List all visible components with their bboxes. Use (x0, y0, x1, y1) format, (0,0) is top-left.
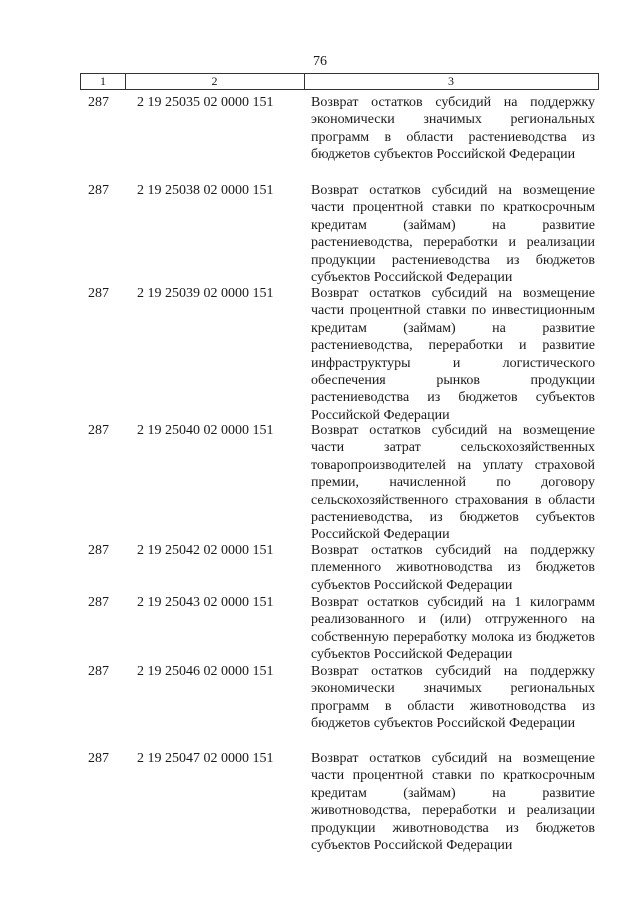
column-header-1: 1 (81, 74, 126, 89)
row-description: Возврат остатков субсидий на возмещение части затрат сельскохозяйственных товаропроизводителей на уплату страховой премии, начисленной по договору сельскохозяйственного страхования в области растениеводства, из бюджетов субъектов Российской Федерации (311, 423, 595, 543)
page-number: 76 (313, 54, 327, 69)
budget-code: 2 19 25038 02 0000 151 (137, 183, 274, 198)
budget-code: 2 19 25047 02 0000 151 (137, 751, 274, 766)
column-header-3: 3 (448, 74, 454, 88)
column-header-2: 2 (125, 74, 305, 89)
admin-code: 287 (88, 664, 109, 679)
admin-code: 287 (88, 595, 109, 610)
budget-code: 2 19 25040 02 0000 151 (137, 423, 274, 438)
admin-code: 287 (88, 95, 109, 110)
admin-code: 287 (88, 423, 109, 438)
budget-code: 2 19 25039 02 0000 151 (137, 286, 274, 301)
row-description: Возврат остатков субсидий на поддержку племенного животноводства из бюджетов субъектов Российской Федерации (311, 543, 595, 593)
budget-code: 2 19 25042 02 0000 151 (137, 543, 274, 558)
budget-code: 2 19 25035 02 0000 151 (137, 95, 274, 110)
row-description: Возврат остатков субсидий на возмещение части процентной ставки по краткосрочным кредитам (займам) на развитие растениеводства, переработки и реализации продукции растениеводства из бюджетов субъектов Российской Федерации (311, 183, 595, 286)
admin-code: 287 (88, 543, 109, 558)
budget-code: 2 19 25046 02 0000 151 (137, 664, 274, 679)
table-header (80, 73, 599, 90)
admin-code: 287 (88, 751, 109, 766)
budget-code: 2 19 25043 02 0000 151 (137, 595, 274, 610)
admin-code: 287 (88, 183, 109, 198)
admin-code: 287 (88, 286, 109, 301)
row-description: Возврат остатков субсидий на поддержку экономически значимых региональных программ в области животноводства из бюджетов субъектов Российской Федерации (311, 664, 595, 732)
row-description: Возврат остатков субсидий на 1 килограмм реализованного и (или) отгруженного на собственную переработку молока из бюджетов субъектов Российской Федерации (311, 595, 595, 663)
row-description: Возврат остатков субсидий на возмещение части процентной ставки по инвестиционным кредитам (займам) на развитие растениеводства, переработки и развитие инфраструктуры и логистического обеспечения рынков продукции растениеводства из бюджетов субъектов Российской Федерации (311, 286, 595, 423)
row-description: Возврат остатков субсидий на поддержку экономически значимых региональных программ в области растениеводства из бюджетов субъектов Российской Федерации (311, 95, 595, 163)
row-description: Возврат остатков субсидий на возмещение части процентной ставки по краткосрочным кредитам (займам) на развитие животноводства, переработки и реализации продукции животноводства из бюджетов субъектов Российской Федерации (311, 751, 595, 854)
